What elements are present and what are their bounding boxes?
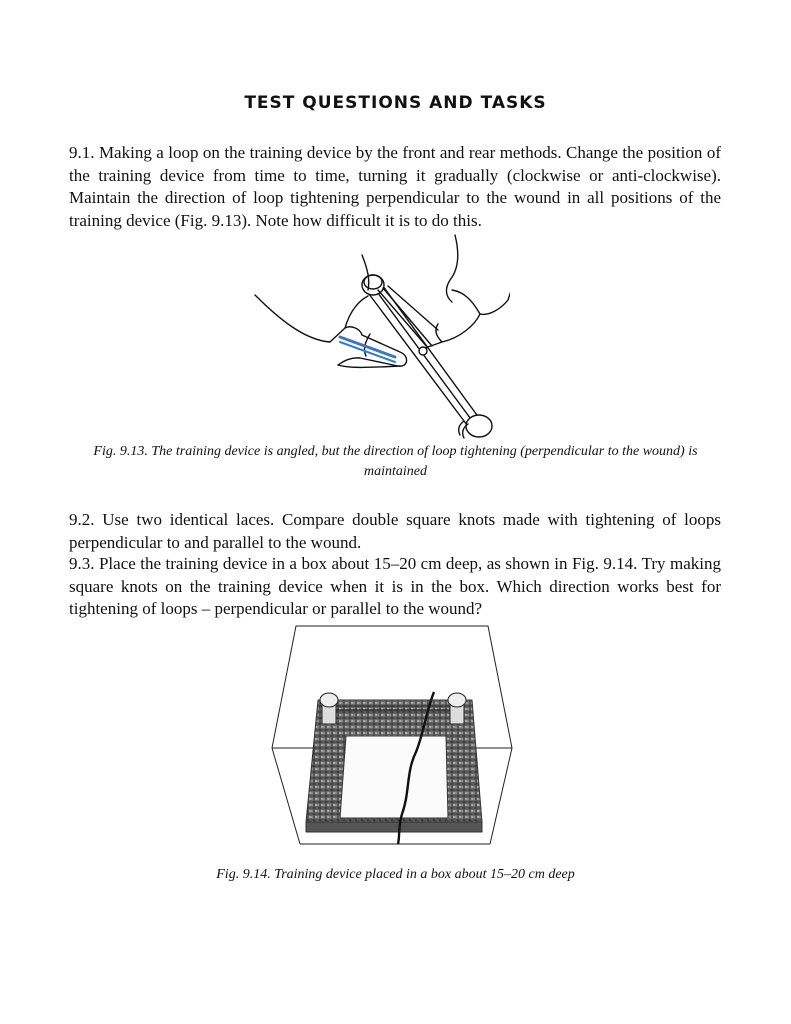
- page-title: TEST QUESTIONS AND TASKS: [244, 93, 547, 113]
- task-9-1-text: 9.1. Making a loop on the training device by the front and rear methods. Change the position of the training device from time to time, turning it gradually (clockwise or anti-clockwise). Maintain the direction of loop tightening perpendicular to the wound in all positions of the training device (Fig. 9.13). Note how difficult it is to do this.: [69, 143, 721, 230]
- task-9-3-text: 9.3. Place the training device in a box about 15–20 cm deep, as shown in Fig. 9.14. Try making square knots on the training device when it is in the box. Which direction works best for tightening of loops – perpendicular or parallel to the wound?: [69, 554, 721, 618]
- figure-9-13-caption: Fig. 9.13. The training device is angled, but the direction of loop tightening (perpendicular to the wound) is maintained: [93, 444, 698, 479]
- figure-9-14-illustration: [266, 622, 518, 850]
- figure-9-13-illustration: [250, 230, 510, 445]
- figure-9-14-caption: Fig. 9.14. Training device placed in a box about 15–20 cm deep: [216, 867, 575, 882]
- task-9-2-text: 9.2. Use two identical laces. Compare double square knots made with tightening of loops perpendicular to and parallel to the wound.: [69, 510, 721, 552]
